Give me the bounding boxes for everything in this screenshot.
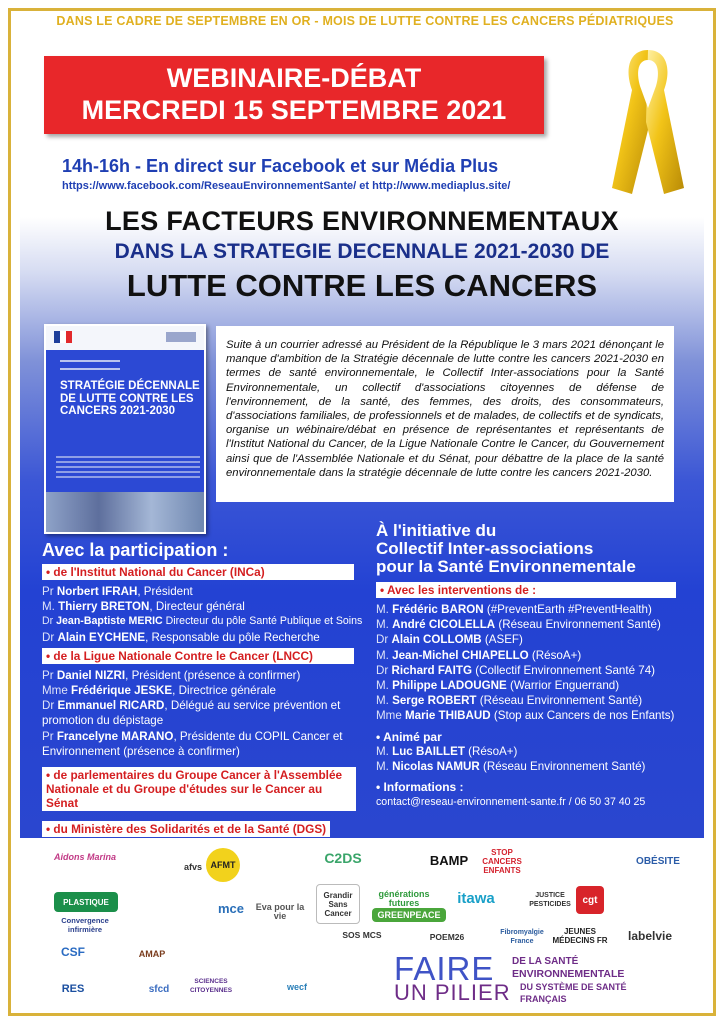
contact-info[interactable]: contact@reseau-environnement-sante.fr / 06 50 37 40 25	[376, 796, 646, 809]
cover-header	[46, 326, 204, 350]
speaker-item: M. Frédéric BARON (#PreventEarth #PreventHealth)	[376, 603, 652, 616]
initiative-section	[376, 522, 696, 808]
cover-photos	[46, 492, 204, 532]
speakers-list	[376, 602, 696, 724]
logo-jeunes-medecins: JEUNES MÉDECINS FR	[552, 927, 608, 945]
logo-labelvie: labelvie	[627, 928, 673, 943]
banner-title: WEBINAIRE-DÉBAT	[166, 63, 422, 93]
banner-date: MERCREDI 15 SEPTEMBRE 2021	[81, 95, 507, 125]
logo-plastique: PLASTIQUE	[54, 892, 118, 912]
logo-afvs: afvs	[183, 861, 202, 872]
speaker-item: M. André CICOLELLA (Réseau Environnement Santé)	[376, 618, 661, 632]
person-item: Pr Norbert IFRAH, Président	[42, 585, 193, 598]
faire-slogan	[394, 950, 694, 1005]
group-tag-ministry: • du Ministère des Solidarités et de la Santé (DGS)	[42, 821, 330, 837]
intro-paragraph: Suite à un courrier adressé au Président de la République le 3 mars 2021 dénonçant le manque d'ambition de la Stratégie décennale de lutte contre les cancers 2021-2030 en termes de santé environnementale, le Collectif Inter-associations pour la Santé Environnementale, un collectif d'associations citoyennes de défense de l'environnement, de la santé, des femmes, des droits, des consommateurs, d'associations familiales, de professionnels et de malades, de collectifs et de syndicats, organise un wébinaire/débat en présence de représentantes et représentants de l'Institut National du Cancer, de la Ligue Nationale Contre le Cancer, du Gouvernement ainsi que de l'Assemblée Nationale et du Sénat, pour débattre de la place de la santé environnementale dans la stratégie décennale de lutte contre les cancers 2021-2030.	[216, 326, 674, 502]
partner-logos	[20, 840, 704, 1010]
logo-fibromyalgie: Fibromyalgie France	[500, 929, 544, 945]
cover-text-lines	[56, 456, 200, 478]
person-item: Mme Frédérique JESKE, Directrice générale	[42, 684, 276, 698]
logo-sfcd: sfcd	[148, 983, 170, 995]
slogan-word-1: FAIRE	[394, 950, 495, 987]
title-line-2: DANS LA STRATEGIE DECENNALE 2021-2030 DE	[114, 240, 610, 263]
logo-greenpeace: GREENPEACE	[372, 908, 446, 922]
person-item: Dr Emmanuel RICARD, Délégué au service prévention et promotion du dépistage	[42, 699, 341, 728]
event-urls[interactable]: https://www.facebook.com/ReseauEnvironnementSante/ et http://www.mediaplus.site/	[62, 180, 511, 192]
gold-ribbon-icon	[606, 38, 690, 198]
top-tagline: DANS LE CADRE DE SEPTEMBRE EN OR - MOIS DE LUTTE CONTRE LES CANCERS PÉDIATRIQUES	[56, 14, 674, 28]
poster	[20, 32, 704, 838]
host-item: M. Luc BAILLET (RésoA+)	[376, 744, 518, 758]
group-tag-inca: • de l'Institut National du Cancer (INCa)	[42, 564, 354, 580]
person-item: M. Thierry BRETON, Directeur général	[42, 600, 245, 614]
logo-amap: AMAP	[138, 948, 166, 959]
logo-stop-cancers: STOP CANCERS ENFANTS	[482, 847, 522, 875]
person-item: Pr Daniel NIZRI, Président (présence à confirmer)	[42, 668, 301, 682]
strategy-document-cover	[44, 324, 206, 534]
person-item: Dr Jean-Baptiste MERIC Directeur du pôle Santé Publique et Soins	[42, 615, 363, 628]
cover-decoration	[60, 360, 120, 370]
logo-generations-futures: générations futures	[378, 889, 430, 908]
logo-poem26: POEM26	[429, 931, 465, 942]
logo-grandir: Grandir Sans Cancer	[316, 884, 360, 924]
title-line-3: LUTTE CONTRE LES CANCERS	[126, 268, 598, 303]
speaker-item: M. Philippe LADOUGNE (Warrior Enguerrand)	[376, 679, 620, 693]
logo-sciences-citoyennes: SCIENCES CITOYENNES	[189, 978, 233, 994]
logo-c2ds: C2DS	[324, 849, 362, 866]
initiative-title-3: pour la Santé Environnementale	[376, 557, 636, 576]
speaker-item: Mme Marie THIBAUD (Stop aux Cancers de nos Enfants)	[376, 709, 675, 723]
slogan-word-3: ENVIRONNEMENTALE	[512, 968, 625, 980]
inca-logo-icon	[166, 332, 196, 342]
slogan-word-2: DE LA SANTÉ	[512, 956, 579, 967]
interventions-tag: • Avec les interventions de :	[376, 582, 676, 598]
logo-itawa: itawa	[457, 889, 495, 907]
logo-mce: mce	[217, 900, 245, 916]
speaker-item: Dr Alain COLLOMB (ASEF)	[376, 633, 523, 647]
info-label: • Informations :	[376, 780, 464, 795]
initiative-title-2: Collectif Inter-associations	[376, 539, 594, 558]
participation-section	[42, 540, 382, 841]
host-item: M. Nicolas NAMUR (Réseau Environnement Santé)	[376, 759, 646, 773]
logo-sos-mcs: SOS MCS	[342, 929, 382, 940]
group-tag-lncc: • de la Ligue Nationale Contre le Cancer (LNCC)	[42, 648, 354, 664]
logo-aidons-marina: Aidons Marina	[53, 851, 116, 862]
event-schedule: 14h-16h - En direct sur Facebook et sur Média Plus	[62, 156, 499, 176]
logo-afmt: AFMT	[206, 848, 240, 882]
french-flag-icon	[54, 331, 72, 343]
cover-title: STRATÉGIE DÉCENNALE DE LUTTE CONTRE LES CANCERS 2021-2030	[60, 380, 200, 417]
logo-cgt: cgt	[576, 886, 604, 914]
logo-bamp: BAMP	[429, 852, 469, 868]
inca-people-list	[42, 584, 382, 645]
event-banner	[44, 56, 544, 134]
person-item: Dr Alain EYCHENE, Responsable du pôle Recherche	[42, 630, 320, 644]
slogan-word-6: FRANÇAIS	[520, 994, 567, 1004]
initiative-title-1: À l'initiative du	[376, 521, 497, 540]
logo-csf: CSF	[61, 944, 85, 959]
speaker-item: M. Jean-Michel CHIAPELLO (RésoA+)	[376, 648, 582, 662]
speaker-item: Dr Richard FAITG (Collectif Environnement Santé 74)	[376, 663, 656, 677]
logo-eva: Eva pour la vie	[255, 902, 305, 921]
group-tag-parliament: • de parlementaires du Groupe Cancer à l'Assemblée Nationale et du Groupe d'études sur le Cancer au Sénat	[42, 767, 356, 811]
logo-obesite: OBÉSITE	[636, 855, 680, 867]
title-line-1: LES FACTEURS ENVIRONNEMENTAUX	[105, 206, 619, 236]
logo-res: RES	[61, 982, 85, 995]
logo-wecf: wecf	[286, 981, 307, 992]
lncc-people-list	[42, 668, 382, 759]
slogan-word-4: UN PILIER	[394, 980, 511, 1005]
logo-convergence: Convergence infirmière	[61, 916, 109, 934]
person-item: Pr Francelyne MARANO, Présidente du COPIL Cancer et Environnement (présence à confirmer)	[42, 729, 343, 758]
participation-title: Avec la participation :	[42, 540, 229, 560]
speaker-item: M. Serge ROBERT (Réseau Environnement Santé)	[376, 694, 643, 708]
animated-by-label: • Animé par	[376, 729, 442, 744]
logo-justice-pesticides: JUSTICE PESTICIDES	[529, 892, 571, 908]
slogan-word-5: DU SYSTÈME DE SANTÉ	[520, 982, 627, 992]
